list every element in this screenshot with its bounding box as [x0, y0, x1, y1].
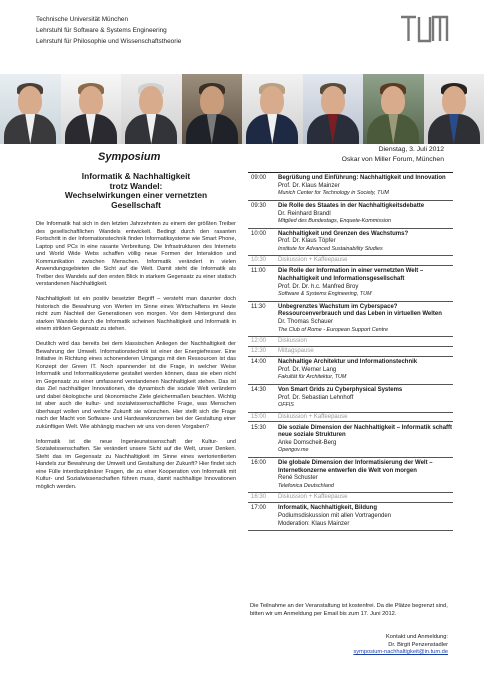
schedule-content [278, 304, 453, 334]
schedule-row [248, 422, 453, 457]
talk-title: Nachhaltige Architektur und Informationstechnik [278, 359, 418, 366]
schedule-row [248, 357, 453, 385]
schedule-break-row [248, 347, 453, 357]
title-line: Wechselwirkungen einer vernetzten [64, 190, 208, 200]
talk-title: Von Smart Grids zu Cyberphysical Systems [278, 386, 403, 393]
institution-line: Lehrstuhl für Software & Systems Engineering [36, 27, 167, 34]
schedule-content [278, 257, 453, 264]
contact-block [353, 634, 448, 657]
talk-affiliation: OFFIS [278, 402, 294, 409]
registration-note: Die Teilnahme an der Veranstaltung ist kostenfrei. Da die Plätze begrenzt sind, bitten wir um Anmeldung per Email bis zum 17. Juni 2012. [250, 603, 448, 617]
talk-speaker: Prof. Dr. Sebastian Lehnhoff [278, 394, 354, 401]
talk-speaker: Prof. Dr. Dr. h.c. Manfred Broy [278, 283, 359, 290]
symposium-title [36, 172, 236, 210]
schedule-break-row [248, 337, 453, 347]
schedule-time: 14:30 [251, 386, 267, 393]
schedule-row [248, 385, 453, 413]
talk-speaker: Dr. Reinhard Brandl [278, 210, 331, 217]
talk-title: Die globale Dimension der Informatisierung der Welt – Internetkonzerne entwerfen die Welt von morgen [278, 460, 433, 474]
speaker-photo [121, 74, 182, 144]
schedule-time: 16:30 [251, 494, 267, 501]
talk-title: Die Rolle der Information in einer vernetzten Welt – Nachhaltigkeit und Informationsgesellschaft [278, 268, 424, 283]
schedule-break-row [248, 256, 453, 266]
schedule-time: 15:00 [251, 413, 267, 420]
schedule-content [278, 231, 453, 254]
schedule-content [278, 268, 453, 298]
tum-logo [399, 14, 449, 44]
schedule-break-row [248, 493, 453, 503]
description-paragraph: Informatik ist die neue Ingenieurwissenschaft der Kultur- und Sozialwissenschaften. Sie verändert unsere Sicht auf die Welt, unser Denken. Steht das im Gegensatz zu Nachhaltigkeit im Sinne eines wertorientierten Handels zur Bewahrung der Umwelt und Gestaltung der Zukunft? Hier findet sich eine Fülle interdisziplinärer Fragen, die zu einer Kooperation von Informatik mit Kultur- und Sozialwissenschaften führen muss, damit nachhaltige Innovationen möglich werden. [36, 438, 236, 490]
institution-line: Technische Universität München [36, 16, 128, 23]
institution-line: Lehrstuhl für Philosophie und Wissenschaftstheorie [36, 38, 182, 45]
talk-affiliation: Moderation: Klaus Mainzer [278, 520, 350, 527]
schedule-content [278, 359, 453, 382]
schedule-time: 12:30 [251, 348, 267, 355]
schedule-time: 16:00 [251, 460, 267, 467]
schedule-row [248, 266, 453, 301]
speaker-photo [424, 74, 484, 144]
schedule-content [278, 338, 453, 345]
schedule-content [278, 175, 453, 198]
talk-speaker: René Schuster [278, 475, 318, 482]
speaker-photo [61, 74, 122, 144]
talk-affiliation: Telefonica Deutschland [278, 482, 334, 489]
talk-speaker: Podiumsdiskussion mit allen Vortragenden [278, 512, 392, 519]
schedule-break-row [248, 413, 453, 423]
schedule-row [248, 503, 453, 531]
talk-speaker: Anke Domscheit-Berg [278, 439, 337, 446]
description-paragraph: Die Informatik hat sich in den letzten Jahrzehnten zu einem der größten Treiber des gesellschaftlichen Wandels entwickelt. Bedingt durch den rasanten Fortschritt in der Informationstechnik finden Informatiksysteme wie Smart Phone, Laptop und PCs in eine rasante Verbreitung. Die Infrastrukturen des Internets und World Wide Webs schaffen völlig neue Formen der Interaktion und Kommunikation zwischen Menschen. Informatik verändert in vielen Anwendungsgebieten die Sicht auf die Welt. Damit steht die Informatik als Treiber des Wandels auf den ersten Blick in starkem Gegensatz zu einer statisch verstandenen Nachhaltigkeit. [36, 221, 236, 287]
schedule-content [278, 203, 453, 226]
talk-title: Informatik, Nachhaltigkeit, Bildung [278, 505, 378, 512]
talk-speaker: Dr. Thomas Schauer [278, 319, 333, 326]
schedule-time: 15:30 [251, 424, 267, 431]
event-date: Dienstag, 3. Juli 2012 [378, 146, 444, 153]
talk-speaker: Prof. Dr. Werner Lang [278, 366, 337, 373]
schedule-time: 09:30 [251, 202, 267, 209]
break-label: Diskussion + Kaffeepause [278, 494, 348, 501]
speaker-photo [363, 74, 424, 144]
speaker-photo-strip [0, 74, 484, 144]
schedule-row [248, 201, 453, 229]
symposium-label: Symposium [98, 151, 161, 163]
schedule-time: 10:00 [251, 230, 267, 237]
schedule-time: 11:00 [251, 268, 266, 275]
schedule-time: 14:00 [251, 359, 267, 366]
speaker-photo [242, 74, 303, 144]
schedule-content [278, 494, 453, 501]
institution-header [36, 14, 296, 47]
schedule-content [278, 414, 453, 421]
talk-affiliation: Institute for Advanced Sustainability Studies [278, 245, 383, 252]
contact-email-link[interactable]: symposium-nachhaltigkeit@in.tum.de [353, 649, 448, 656]
break-label: Diskussion + Kaffeepause [278, 257, 348, 264]
event-location: Oskar von Miller Forum, München [341, 156, 444, 163]
break-label: Mittagspause [278, 348, 314, 355]
talk-affiliation: Opengov.me [278, 447, 309, 454]
title-line: trotz Wandel: [109, 180, 163, 191]
talk-affiliation: Software & Systems Engineering, TUM [278, 291, 372, 298]
schedule-content [278, 460, 453, 490]
description-paragraph: Deutlich wird das bereits bei dem klassischen Anliegen der Nachhaltigkeit der Bewahrung der Umwelt. Informationstechnik ist einer der Energiefresser. Eine Initiative in Richtung eines schonenderen Umgangs mit den Ressourcen ist das Konzept der Green IT. Noch spannender ist die Frage, in welcher Weise Informatik und Informatiksysteme gestaltet werden können, dass sie eben nicht im Gegensatz zu einer umfassend verstandenen Nachhaltigkeit stehen. Das ist das Ziel nachhaltiger Innovationen, die dynamisch die soziale Welt verändern und dabei ökologische und ökonomische Ziele gleichermaßen beachten. Wichtig ist aber auch die kultur- und sozialwissenschaftliche Frage, was Menschen überhaupt wollen und welche Zukunft sie wünschen. Hier stellt sich die Frage nach der Macht von Software- und Hardwarekonzernen bei der Gestaltung einer zukünftigen Welt. Wie abhängig machen wir uns von deren Vorgaben? [36, 341, 236, 430]
event-date-location [342, 145, 444, 165]
program-schedule [248, 172, 453, 531]
schedule-row [248, 302, 453, 337]
schedule-content [278, 348, 453, 355]
schedule-content [278, 425, 453, 455]
talk-title: Begrüßung und Einführung: Nachhaltigkeit und Innovation [278, 175, 446, 182]
description-paragraph: Nachhaltigkeit ist ein positiv besetzter Begriff – versteht man darunter doch historisch die Bewahrung von Werten im Sinne eines Wirtschaftens im Heute nicht zum Nachteil der Generationen von morgen. Vor dem Hintergrund des starken Wandels durch die Informatik scheinen Nachhaltigkeit und Informatik in einem strikten Gegensatz zu stehen. [36, 296, 236, 332]
talk-title: Nachhaltigkeit und Grenzen des Wachstums? [278, 230, 409, 237]
break-label: Diskussion + Kaffeepause [278, 413, 348, 420]
schedule-row [248, 173, 453, 201]
talk-title: Die Rolle des Staates in der Nachhaltigkeitsdebatte [278, 202, 425, 209]
schedule-row [248, 229, 453, 257]
talk-speaker: Prof. Dr. Klaus Mainzer [278, 182, 340, 189]
schedule-row [248, 458, 453, 493]
talk-title: Unbegrenztes Wachstum im Cyberspace? Ressourcenverbrauch und das Leben in virtuellen Welten [278, 303, 442, 318]
schedule-time: 09:00 [251, 175, 267, 182]
talk-affiliation: The Club of Rome - European Support Centre [278, 326, 388, 333]
speaker-photo [303, 74, 364, 144]
title-line: Gesellschaft [111, 199, 161, 210]
talk-affiliation: Munich Center for Technology in Society, TUM [278, 190, 389, 197]
contact-label: Kontakt und Anmeldung: [386, 634, 448, 640]
schedule-content [278, 505, 453, 528]
schedule-time: 17:00 [251, 505, 267, 512]
break-label: Diskussion [278, 338, 308, 345]
speaker-photo [0, 74, 61, 144]
schedule-time: 12:00 [251, 338, 267, 345]
schedule-time: 11:30 [251, 303, 266, 310]
speaker-photo [182, 74, 243, 144]
schedule-time: 10:30 [251, 257, 267, 264]
title-line: Informatik & Nachhaltigkeit [81, 171, 191, 181]
talk-title: Die soziale Dimension der Nachhaltigkeit – Informatik schafft neue soziale Strukturen [278, 424, 453, 439]
talk-affiliation: Fakultät für Architektur, TUM [278, 374, 347, 381]
talk-affiliation: Mitglied des Bundestags, Enquete-Kommission [278, 218, 391, 225]
description-text [36, 221, 236, 499]
talk-speaker: Prof. Dr. Klaus Töpfer [278, 238, 336, 245]
schedule-content [278, 387, 453, 410]
contact-name: Dr. Birgit Penzenstadler [388, 641, 448, 648]
